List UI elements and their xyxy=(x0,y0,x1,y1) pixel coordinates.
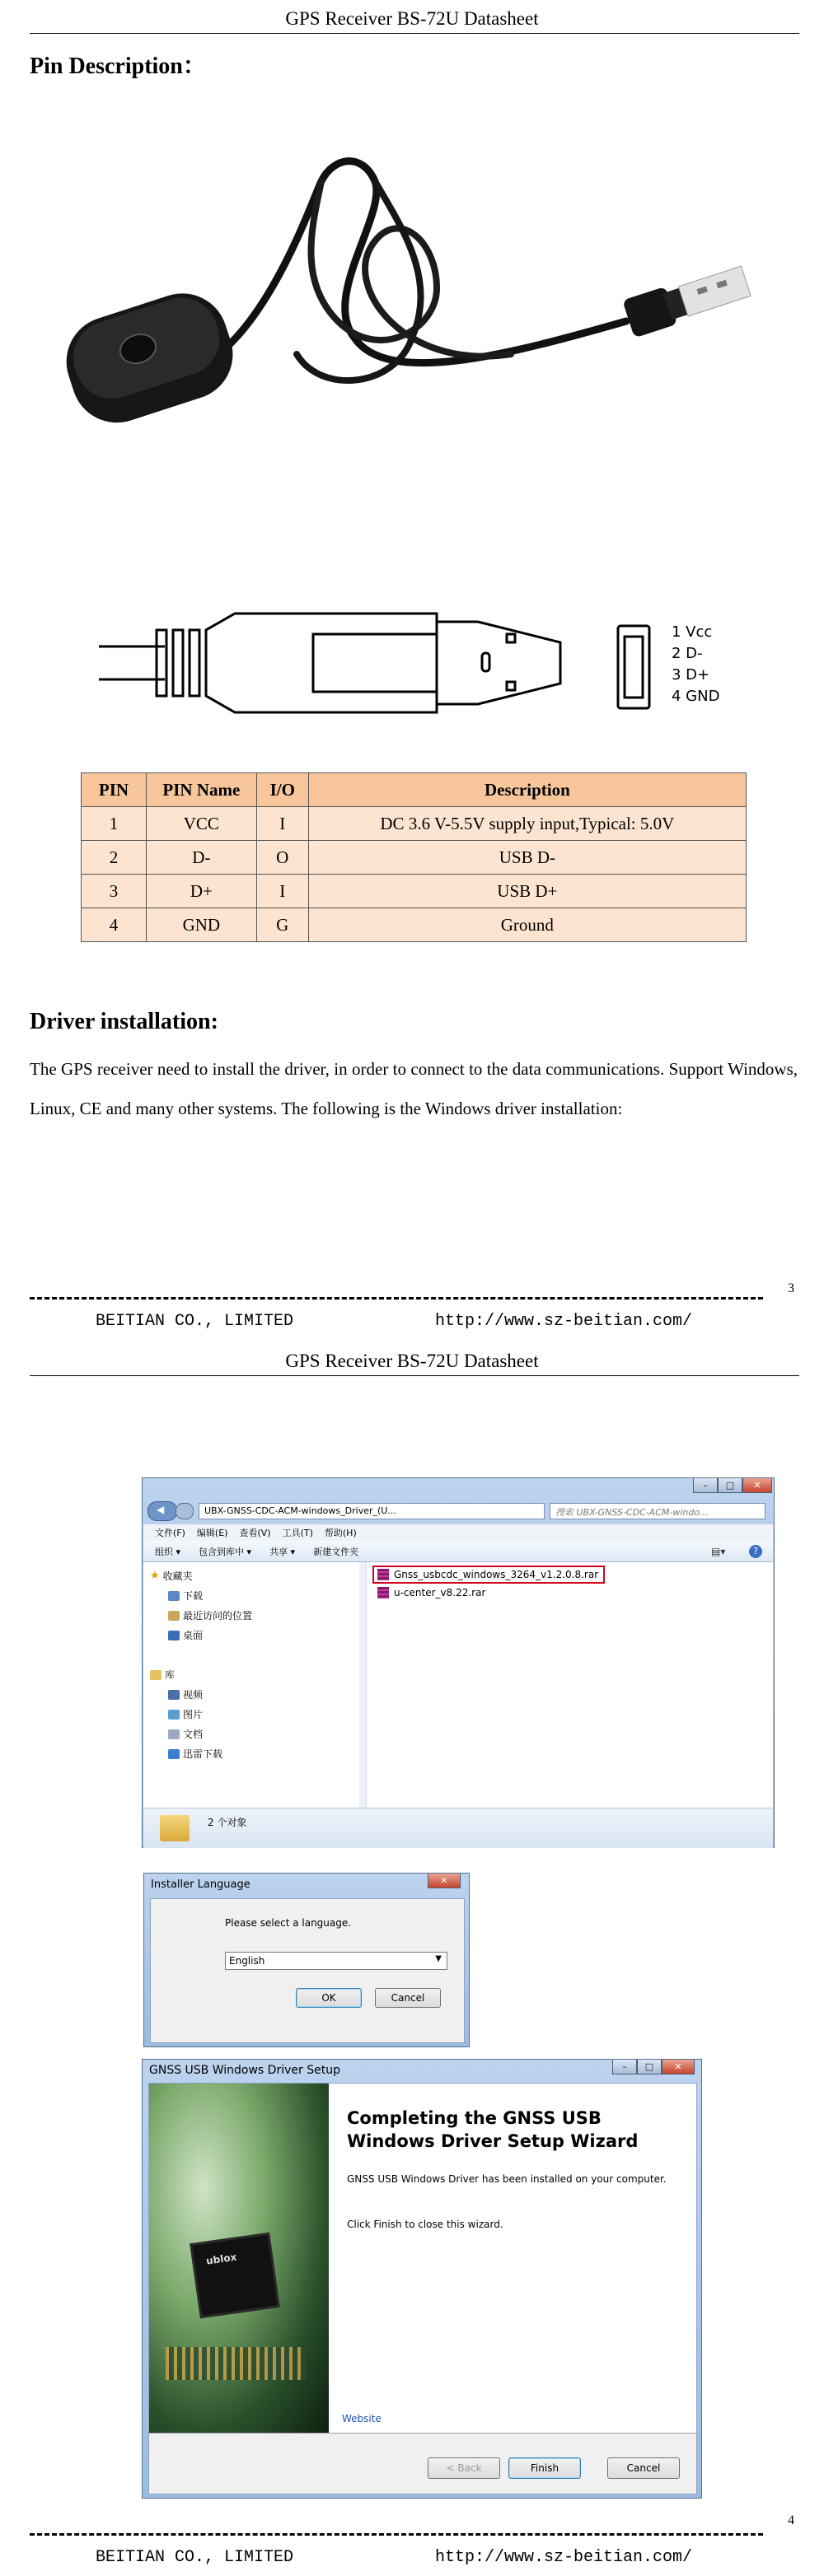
address-bar[interactable]: UBX-GNSS-CDC-ACM-windows_Driver_(U... xyxy=(199,1503,545,1519)
dialog-body xyxy=(150,1898,465,2043)
table-row xyxy=(82,807,747,841)
library-item-videos[interactable] xyxy=(168,1687,203,1701)
table-cell: 1 xyxy=(82,807,147,841)
connector-pin-1: 1 Vcc xyxy=(672,623,713,641)
wizard-body xyxy=(148,2083,697,2494)
downloads-folder-icon xyxy=(168,1591,180,1601)
library-item-documents[interactable] xyxy=(168,1727,203,1741)
menu-item[interactable]: 工具(T) xyxy=(282,1528,313,1538)
back-button[interactable] xyxy=(147,1501,177,1521)
explorer-toolbar xyxy=(143,1541,773,1562)
table-header-cell: PIN xyxy=(82,773,147,807)
file-item-highlighted[interactable] xyxy=(372,1566,605,1584)
library-item-pictures[interactable] xyxy=(168,1707,203,1721)
documents-icon xyxy=(168,1729,180,1739)
setup-wizard-window xyxy=(142,2059,702,2499)
page-number: 3 xyxy=(788,1281,794,1295)
header-rule xyxy=(30,33,799,34)
favorites-label: 收藏夹 xyxy=(162,1570,193,1582)
close-button[interactable]: ✕ xyxy=(428,1874,461,1888)
table-cell: O xyxy=(256,841,308,875)
language-select-value: English xyxy=(229,1955,265,1967)
footer-dashed-rule xyxy=(30,1297,763,1300)
desktop-icon xyxy=(168,1631,180,1640)
close-button[interactable]: ✕ xyxy=(742,1478,772,1493)
wizard-heading: Completing the GNSS USB Windows Driver Setup Wizard xyxy=(347,2108,639,2151)
language-select[interactable] xyxy=(225,1952,447,1970)
website-link[interactable]: Website xyxy=(342,2413,382,2424)
library-node[interactable] xyxy=(150,1668,175,1682)
new-folder-button[interactable]: 新建文件夹 xyxy=(313,1546,359,1557)
forward-button[interactable] xyxy=(176,1503,194,1519)
nav-item-label: 最近访问的位置 xyxy=(183,1610,253,1622)
table-cell: USB D- xyxy=(308,841,746,875)
gnss-chip xyxy=(192,2235,277,2316)
minimize-button[interactable]: – xyxy=(612,2060,637,2074)
table-cell: 3 xyxy=(82,875,147,908)
table-header-cell: PIN Name xyxy=(146,773,256,807)
back-button[interactable]: < Back xyxy=(428,2457,500,2479)
nav-item-label: 图片 xyxy=(183,1709,204,1720)
rar-archive-icon xyxy=(377,1569,389,1580)
finish-button[interactable]: Finish xyxy=(508,2457,581,2479)
table-cell: 2 xyxy=(82,841,147,875)
dialog-title: Installer Language xyxy=(151,1878,250,1891)
chip-label: ublox xyxy=(205,2251,238,2267)
close-button[interactable]: ✕ xyxy=(662,2060,695,2074)
library-icon xyxy=(150,1670,162,1680)
window-title: GNSS USB Windows Driver Setup xyxy=(149,2064,340,2077)
menu-bar xyxy=(143,1524,773,1541)
recent-places-icon xyxy=(168,1611,180,1621)
file-item[interactable] xyxy=(377,1587,485,1598)
installer-language-dialog xyxy=(143,1873,470,2047)
driver-installation-text: The GPS receiver need to install the driver, in order to connect to the data communications. Support Windows, Linux, CE and many other systems. The following is the Windows driver installation: xyxy=(30,1059,798,1118)
table-cell: D+ xyxy=(146,875,256,908)
folder-icon xyxy=(160,1815,190,1841)
finish-message: Click Finish to close this wizard. xyxy=(347,2219,503,2230)
search-input[interactable]: 搜索 UBX-GNSS-CDC-ACM-windo... xyxy=(550,1503,765,1519)
gps-receiver-photo xyxy=(49,148,775,494)
maximize-button[interactable]: □ xyxy=(637,2060,662,2074)
table-header-cell: Description xyxy=(308,773,746,807)
table-cell: I xyxy=(256,807,308,841)
pin-table-header xyxy=(82,773,747,807)
dropdown-arrow-icon: ▼ xyxy=(435,1954,442,1963)
pictures-icon xyxy=(168,1710,180,1720)
footer-url: http://www.sz-beitian.com/ xyxy=(435,1312,693,1331)
page-header-title: GPS Receiver BS-72U Datasheet xyxy=(285,8,539,29)
footer-dashed-rule xyxy=(30,2533,763,2536)
include-in-library-button[interactable]: 包含到库中 ▾ xyxy=(199,1546,252,1557)
star-icon: ★ xyxy=(150,1570,160,1582)
header-rule xyxy=(30,1375,799,1376)
connector-pin-2: 2 D- xyxy=(672,645,703,662)
footer-url: http://www.sz-beitian.com/ xyxy=(435,2548,693,2567)
nav-item-label: 视频 xyxy=(183,1689,204,1701)
nav-item-label: 下载 xyxy=(183,1590,204,1602)
usb-connector-diagram xyxy=(91,597,750,729)
file-name: Gnss_usbcdc_windows_3264_v1.2.0.8.rar xyxy=(394,1569,599,1580)
file-name: u-center_v8.22.rar xyxy=(394,1587,486,1598)
connector-pin-3: 3 D+ xyxy=(672,666,710,684)
table-cell: GND xyxy=(146,908,256,942)
table-row xyxy=(82,875,747,908)
ok-button[interactable]: OK xyxy=(296,1988,362,2008)
menu-item[interactable]: 编辑(E) xyxy=(196,1528,228,1538)
wizard-side-image xyxy=(149,2084,329,2433)
thunder-download-icon xyxy=(168,1749,180,1759)
table-cell: 4 xyxy=(82,908,147,942)
wizard-content xyxy=(329,2084,696,2433)
wizard-divider xyxy=(149,2433,696,2434)
page-header-title: GPS Receiver BS-72U Datasheet xyxy=(285,1351,539,1371)
table-row xyxy=(82,841,747,875)
pin-table xyxy=(81,772,747,942)
nav-scrollbar[interactable] xyxy=(359,1562,366,1808)
nav-item-label: 文档 xyxy=(183,1729,204,1740)
table-cell: G xyxy=(256,908,308,942)
explorer-window xyxy=(142,1477,775,1848)
installed-message: GNSS USB Windows Driver has been installed on your computer. xyxy=(347,2173,667,2185)
videos-icon xyxy=(168,1690,180,1700)
navigation-pane xyxy=(143,1562,367,1808)
nav-item-downloads[interactable] xyxy=(168,1589,203,1603)
table-cell: I xyxy=(256,875,308,908)
table-row xyxy=(82,908,747,942)
pin-description-title: Pin Description： xyxy=(30,54,206,79)
organize-button[interactable]: 组织 ▾ xyxy=(155,1546,181,1557)
library-item-thunder-downloads[interactable] xyxy=(168,1747,222,1761)
menu-item[interactable]: 帮助(H) xyxy=(324,1528,357,1538)
language-prompt: Please select a language. xyxy=(225,1917,352,1929)
maximize-button[interactable]: □ xyxy=(718,1478,742,1493)
nav-item-label: 迅雷下载 xyxy=(183,1748,223,1760)
table-cell: Ground xyxy=(308,908,746,942)
cancel-button[interactable]: Cancel xyxy=(607,2457,680,2479)
share-button[interactable]: 共享 ▾ xyxy=(269,1546,296,1557)
nav-item-desktop[interactable] xyxy=(168,1628,203,1642)
status-bar xyxy=(143,1808,773,1848)
circuit-traces xyxy=(166,2347,306,2380)
back-arrow-icon: ◀ xyxy=(157,1504,165,1515)
view-options-icon[interactable]: ▤▾ xyxy=(711,1546,726,1557)
minimize-button[interactable]: – xyxy=(693,1478,718,1493)
table-cell: DC 3.6 V-5.5V supply input,Typical: 5.0V xyxy=(308,807,746,841)
table-cell: D- xyxy=(146,841,256,875)
nav-item-recent[interactable] xyxy=(168,1608,252,1622)
library-label: 库 xyxy=(165,1669,176,1681)
help-icon[interactable]: ? xyxy=(749,1545,762,1558)
table-header-cell: I/O xyxy=(256,773,308,807)
table-cell: USB D+ xyxy=(308,875,746,908)
connector-pin-4: 4 GND xyxy=(672,688,720,705)
item-count: 2 个对象 xyxy=(208,1817,247,1828)
cancel-button[interactable]: Cancel xyxy=(375,1988,441,2008)
footer-company: BEITIAN CO., LIMITED xyxy=(96,2548,294,2567)
driver-installation-title: Driver installation: xyxy=(30,1009,218,1034)
explorer-content xyxy=(143,1562,773,1808)
menu-item[interactable]: 文件(F) xyxy=(155,1528,185,1538)
footer-company: BEITIAN CO., LIMITED xyxy=(96,1312,294,1331)
menu-item[interactable]: 查看(V) xyxy=(239,1528,271,1538)
favorites-node[interactable] xyxy=(150,1569,193,1583)
page-number: 4 xyxy=(788,2513,794,2527)
table-cell: VCC xyxy=(146,807,256,841)
rar-archive-icon xyxy=(377,1587,389,1598)
nav-item-label: 桌面 xyxy=(183,1630,204,1641)
